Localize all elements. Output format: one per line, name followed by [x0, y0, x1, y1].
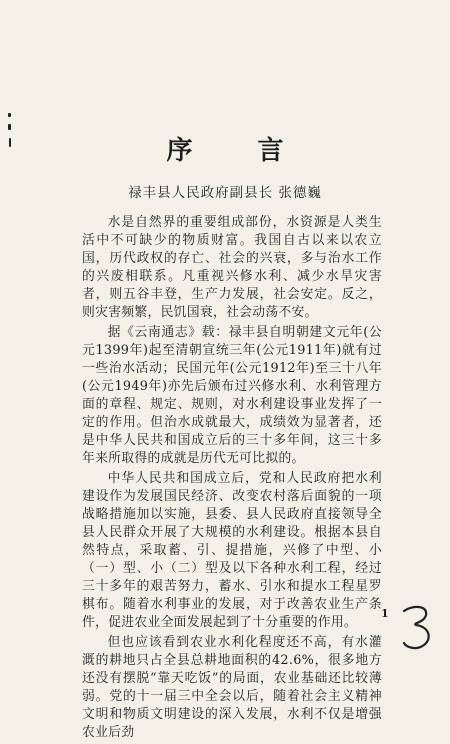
margin-mark	[8, 113, 11, 117]
paragraph: 但也应该看到农业水利化程度还不高，有水灌溉的耕地只占全县总耕地面积的42.6%，很多地方还没有摆脱“靠天吃饭”的局面，农业基础还比较薄弱。党的十一届三中全会以后，随着社会主义精神文明和物质文明建设的深入发展，水利不仅是增强农业后劲	[82, 635, 382, 740]
page-number: 1	[381, 607, 389, 620]
paragraph: 中华人民共和国成立后，党和人民政府把水利建设作为发展国民经济、改变农村落后面貌的一项战略措施加以实施，县委、县人民政府直接领导全县人民群众开展了大规模的水利建设。根据本县自然特点，采取蓄、引、提措施，兴修了中型、小（一）型、小（二）型及以下各种水利工程，经过三十多年的艰苦努力，蓄水、引水和提水工程星罗棋布。随着水利事业的发展，对于改善农业生产条件，促进农业全面发展起到了十分重要的作用。	[82, 471, 382, 630]
paragraph: 水是自然界的重要组成部份，水资源是人类生活中不可缺少的物质财富。我国自古以来以农立国，历代政权的存亡、社会的兴衰，多与治水工作的兴废相联系。凡重视兴修水利、减少水旱灾害者，则五谷丰登，生产力发展，社会安定。反之，则灾害频繁，民饥国衰，社会动荡不安。	[82, 215, 382, 320]
handwritten-page-mark	[398, 603, 438, 653]
author-line: 禄丰县人民政府副县长 张德巍	[128, 185, 322, 201]
paragraph: 据《云南通志》载：禄丰县自明朝建文元年(公元1399年)起至清朝宣统三年(公元1911年)就有过一些治水活动；民国元年(公元1912年)至三十八年(公元1949年)亦先后颁布过兴修水利、水利管理方面的章程、规定、规则，对水利建设事业发挥了一定的作用。但治水成就最大，成绩效为显著者，还是中华人民共和国成立后的三十多年间，这三十多年来所取得的成就是历代无可比拟的。	[82, 325, 382, 466]
page-title: 序 言	[166, 136, 312, 166]
body-text	[82, 214, 382, 744]
